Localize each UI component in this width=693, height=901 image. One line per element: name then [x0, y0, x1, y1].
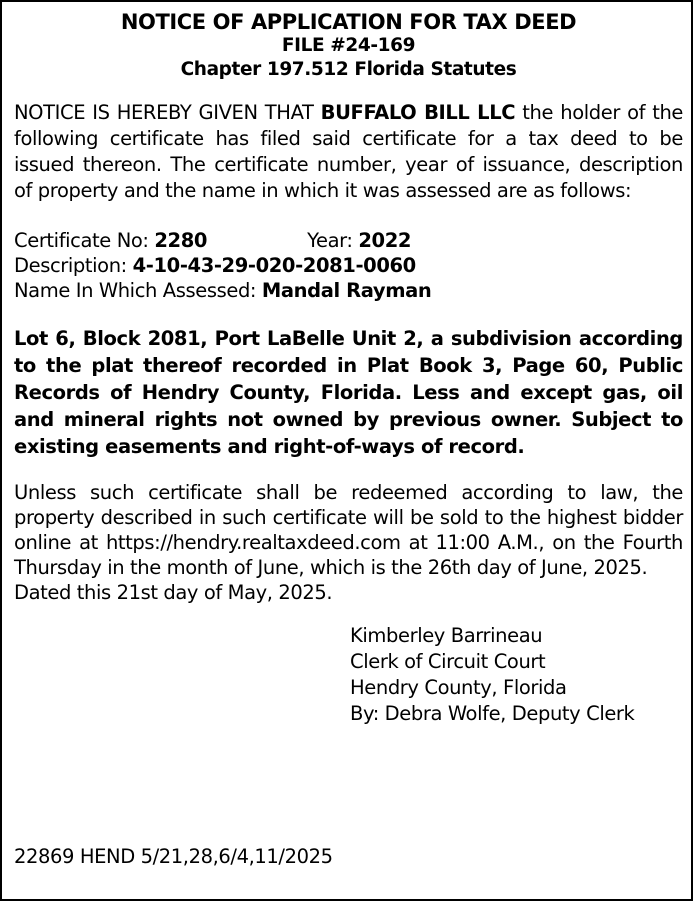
intro-suffix: the holder of the following certificate has filed said certificate for a tax deed to be issued thereon. The certificate number, year of issuance, description of property and the name in which it was assessed are as follows:	[14, 101, 684, 202]
clerk-name: Kimberley Barrineau	[350, 624, 543, 647]
assessed-label: Name In Which Assessed:	[14, 279, 262, 302]
assessed-name: Mandal Rayman	[261, 279, 432, 302]
clerk-county: Hendry County, Florida	[350, 676, 567, 699]
certificate-details	[14, 228, 683, 303]
certificate-holder: BUFFALO BILL LLC	[320, 101, 516, 124]
certificate-number-label: Certificate No:	[14, 229, 155, 252]
notice-title: NOTICE OF APPLICATION FOR TAX DEED	[120, 10, 577, 34]
publication-footer: 22869 HEND 5/21,28,6/4,11/2025	[14, 845, 333, 868]
year-value: 2022	[358, 229, 412, 252]
clerk-title: Clerk of Circuit Court	[350, 650, 546, 673]
notice-header	[14, 10, 683, 82]
signature-block	[350, 623, 683, 727]
year-label: Year:	[307, 229, 359, 252]
sale-paragraph: Unless such certificate shall be redeemed according to law, the property described in such certificate will be sold to the highest bidder online at https://hendry.realtaxdeed.com at 11:00 A.M., on the Fourth Thursday in the month of June, which is the 26th day of June, 2025.	[14, 481, 683, 579]
description-label: Description:	[14, 254, 133, 277]
assessed-row	[14, 278, 683, 303]
deputy-clerk: By: Debra Wolfe, Deputy Clerk	[350, 702, 635, 725]
certificate-row	[14, 228, 683, 253]
description-row	[14, 253, 683, 278]
intro-prefix: NOTICE IS HEREBY GIVEN THAT	[14, 101, 321, 124]
statute-reference: Chapter 197.512 Florida Statutes	[180, 59, 517, 80]
dated-line: Dated this 21st day of May, 2025.	[14, 581, 333, 604]
year-group	[307, 228, 411, 253]
intro-paragraph	[14, 100, 683, 204]
legal-description: Lot 6, Block 2081, Port LaBelle Unit 2, a subdivision according to the plat thereof recorded in Plat Book 3, Page 60, Public Records of Hendry County, Florida. Less and except gas, oil and mineral rights not owned by previous owner. Subject to existing easements and right-of-ways of record.	[14, 327, 683, 458]
parcel-description: 4-10-43-29-020-2081-0060	[132, 254, 416, 277]
file-number: FILE #24-169	[281, 35, 416, 56]
certificate-number: 2280	[154, 229, 208, 252]
